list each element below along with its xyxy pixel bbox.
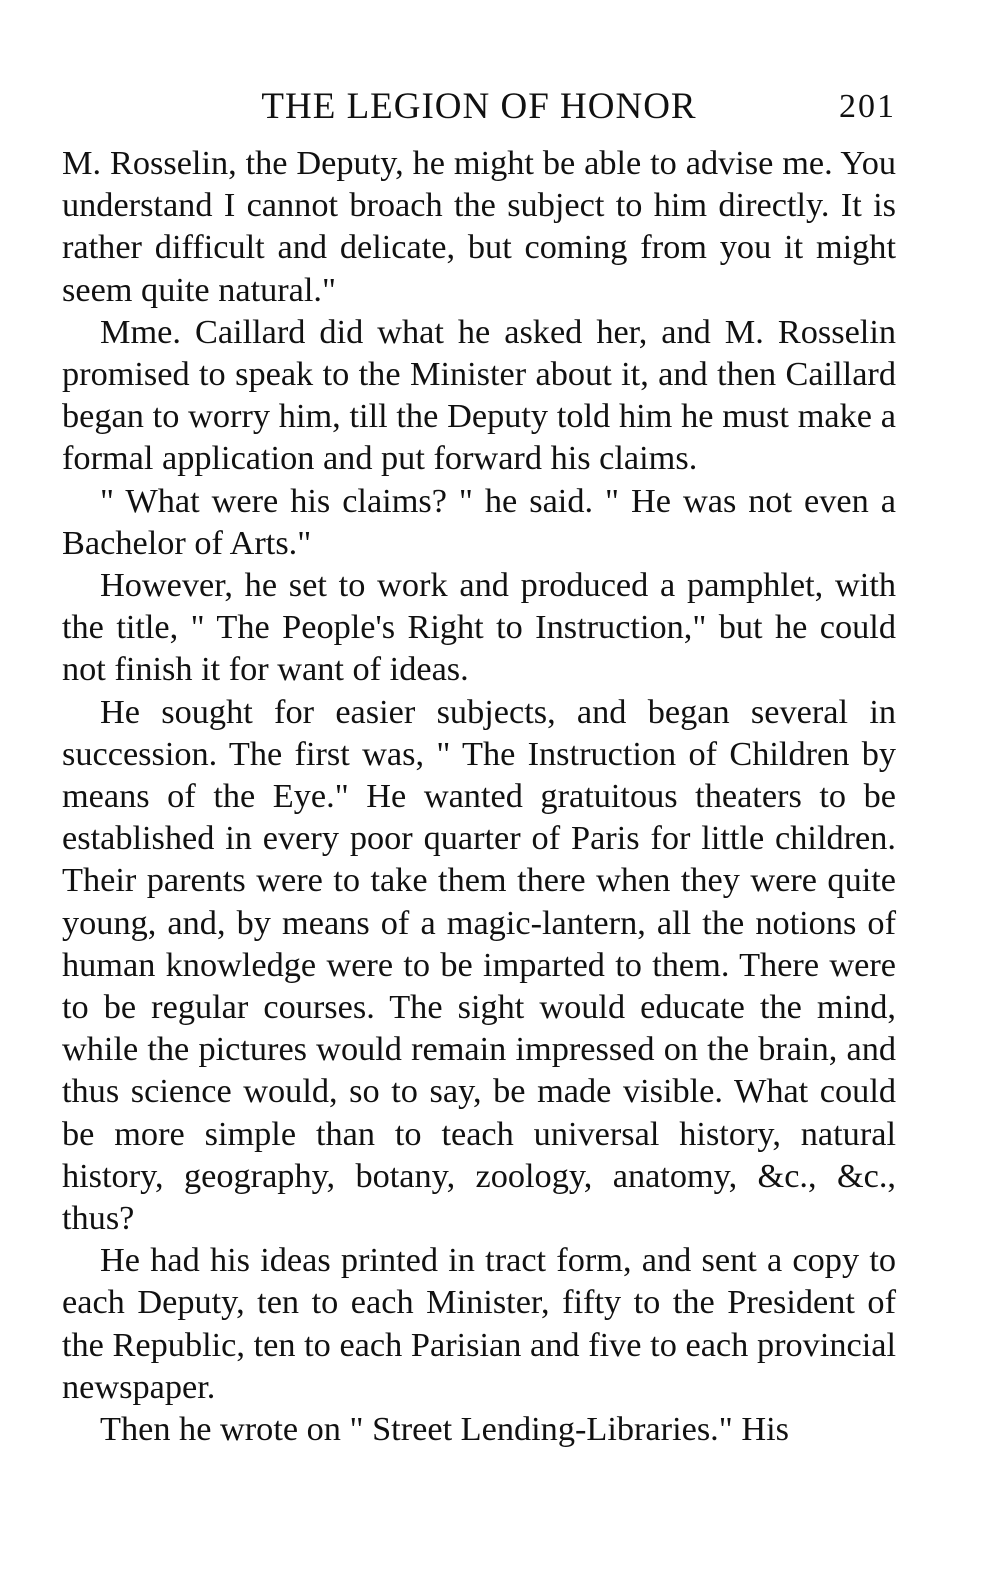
paragraph: However, he set to work and produced a pamphlet, with the title, " The People's Right to Instruction," but he could not finish it for want of ideas.	[62, 566, 896, 689]
book-page	[62, 84, 896, 1450]
paragraph: Mme. Caillard did what he asked her, and M. Rosselin promised to speak to the Minister about it, and then Caillard began to worry him, till the Deputy told him he must make a formal application and put forward his claims.	[62, 312, 896, 478]
paragraph: He sought for easier subjects, and began several in succession. The first was, " The Instruction of Children by means of the Eye." He wanted gratuitous theaters to be established in every poor quarter of Paris for little children. Their parents were to take them there when they were quite young, and, by means of a magic-lantern, all the notions of human knowledge were to be imparted to them. There were to be regular courses. The sight would educate the mind, while the pictures would remain impressed on the brain, and thus science would, so to say, be made visible. What could be more simple than to teach universal history, natural history, geography, botany, zoology, anatomy, &c., &c., thus?	[62, 692, 896, 1238]
running-title: THE LEGION OF HONOR	[261, 86, 697, 127]
paragraph: " What were his claims? " he said. " He was not even a Bachelor of Arts."	[62, 481, 896, 562]
body-text	[62, 142, 896, 1450]
paragraph-continued: M. Rosselin, the Deputy, he might be able to advise me. You understand I cannot broach the subject to him directly. It is rather difficult and delicate, but coming from you it might seem quite natural."	[62, 144, 896, 309]
running-header	[62, 84, 896, 130]
page-number: 201	[839, 88, 896, 125]
paragraph-continues: Then he wrote on " Street Lending-Libraries." His	[100, 1410, 789, 1449]
paragraph: He had his ideas printed in tract form, and sent a copy to each Deputy, ten to each Minister, fifty to the President of the Republic, ten to each Parisian and five to each provincial newspaper.	[62, 1241, 896, 1406]
